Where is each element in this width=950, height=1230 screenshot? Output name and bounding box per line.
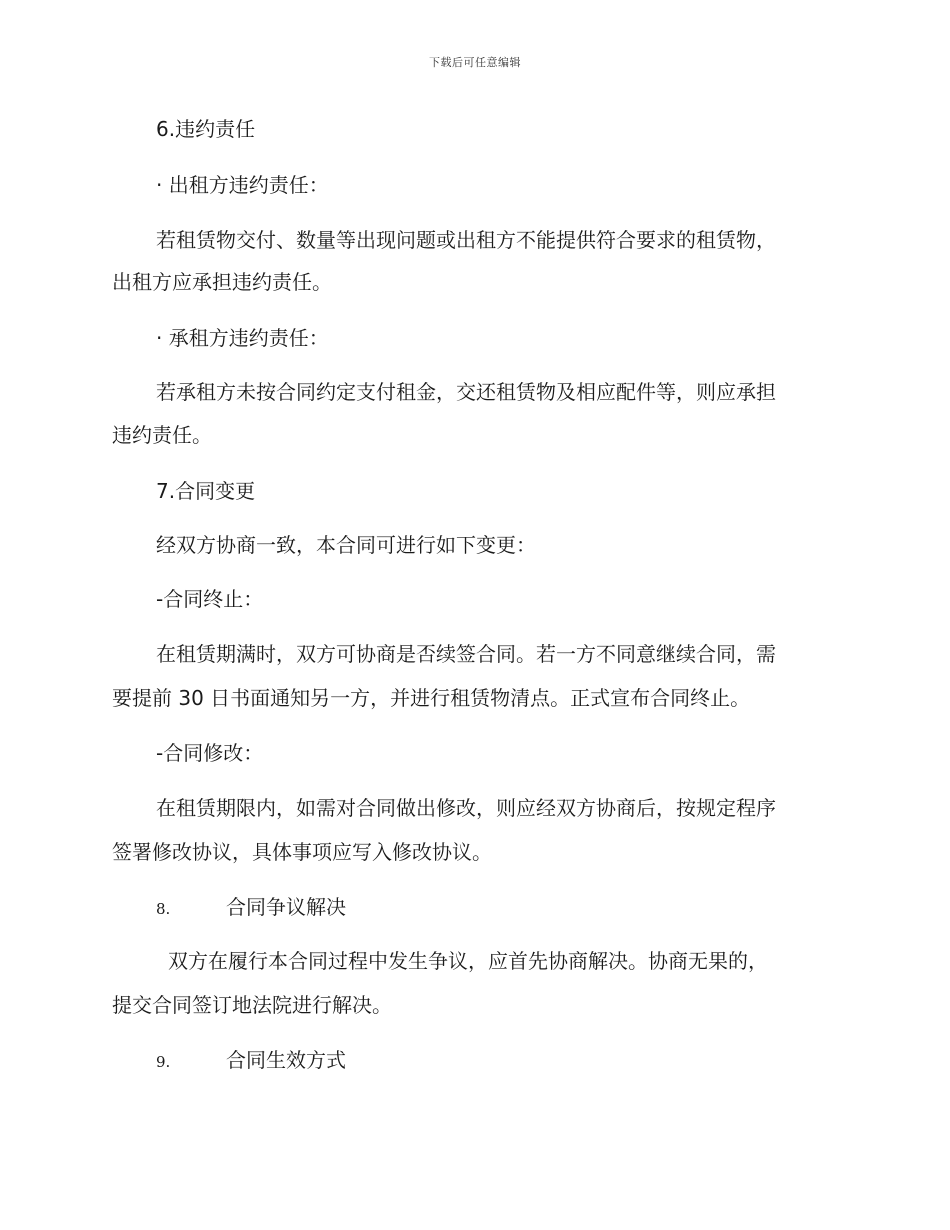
section-9-heading: [156, 1046, 886, 1076]
section-8-heading: [156, 893, 886, 923]
section-6-title: 6.违约责任: [156, 117, 256, 141]
dispute-text-line-1: 双方在履行本合同过程中发生争议，应首先协商解决。协商无果的，: [168, 949, 768, 973]
section-9-number: 9.: [156, 1053, 171, 1071]
section-7-title: 7.合同变更: [156, 479, 256, 503]
lessee-liability-text-line-1: 若承租方未按合同约定支付租金，交还租赁物及相应配件等，则应承担: [156, 380, 776, 404]
dispute-text-line-2: 提交合同签订地法院进行解决。: [112, 993, 392, 1017]
section-8-number: 8.: [156, 900, 171, 918]
modification-text-line-1: 在租赁期限内，如需对合同做出修改，则应经双方协商后，按规定程序: [156, 796, 776, 820]
modification-text-line-2: 签署修改协议，具体事项应写入修改协议。: [112, 840, 492, 864]
lessor-liability-text-line-2: 出租方应承担违约责任。: [112, 270, 332, 294]
lessee-liability-heading: · 承租方违约责任：: [156, 326, 329, 350]
termination-text-line-1: 在租赁期满时，双方可协商是否续签合同。若一方不同意继续合同，需: [156, 642, 776, 666]
section-9-title: 合同生效方式: [226, 1048, 346, 1072]
modification-heading: -合同修改：: [156, 741, 264, 765]
lessee-liability-text-line-2: 违约责任。: [112, 423, 212, 447]
termination-heading: -合同终止：: [156, 587, 264, 611]
page-header: 下载后可任意编辑: [429, 56, 521, 69]
termination-text-line-2: 要提前 30 日书面通知另一方，并进行租赁物清点。正式宣布合同终止。: [112, 686, 751, 710]
section-7-intro: 经双方协商一致，本合同可进行如下变更：: [156, 533, 536, 557]
lessor-liability-heading: · 出租方违约责任：: [156, 173, 329, 197]
section-8-title: 合同争议解决: [226, 895, 346, 919]
lessor-liability-text-line-1: 若租赁物交付、数量等出现问题或出租方不能提供符合要求的租赁物，: [156, 228, 776, 252]
